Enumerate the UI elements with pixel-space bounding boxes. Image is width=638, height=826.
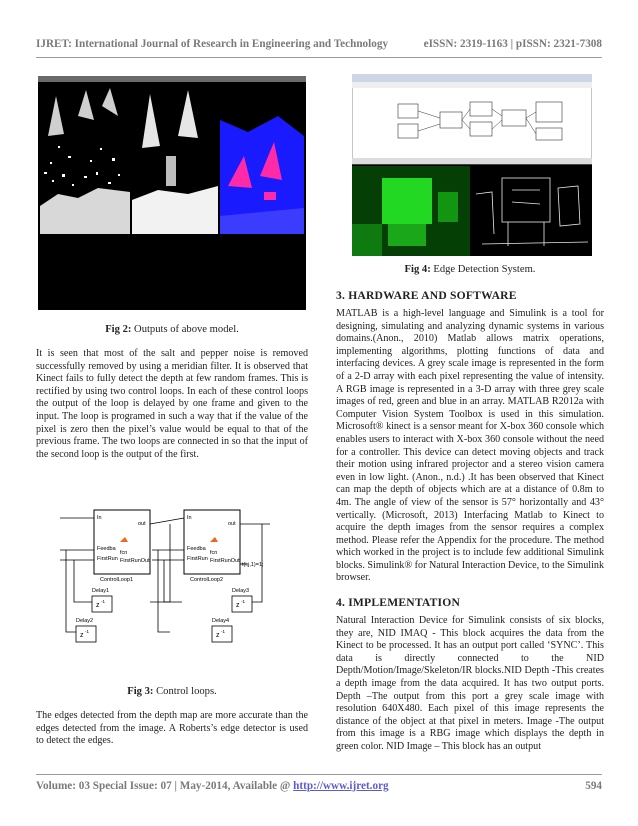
fig2-caption	[36, 324, 308, 335]
loop2-feedback-port: Feedba	[187, 546, 206, 552]
loop1-fcn: fcn	[120, 550, 128, 556]
delay2-exp: -1	[85, 629, 90, 634]
loop1-label: ControlLoop1	[100, 577, 134, 583]
fig3-caption	[36, 686, 308, 697]
delay3-z: z	[236, 602, 240, 609]
fig2-panel-overlay	[220, 84, 304, 234]
fig2-image	[38, 76, 306, 310]
loop1-feedback-port: Feedba	[97, 546, 116, 552]
fig4-image	[352, 74, 592, 256]
loop2-firstrunout-port: FirstRunOut	[210, 558, 240, 564]
fig3-control-loops-graphic	[40, 506, 304, 664]
fig4-edges	[472, 166, 592, 256]
footer-volume-text: Volume: 03 Special Issue: 07 | May-2014, Available @	[36, 780, 294, 792]
delay4-exp: -1	[221, 629, 226, 634]
delay1-z: z	[96, 602, 100, 609]
fig4-caption	[336, 264, 604, 275]
issn: eISSN: 2319-1163 | pISSN: 2321-7308	[423, 38, 602, 50]
delay4-z: z	[216, 632, 220, 639]
running-header	[36, 38, 602, 50]
delay1-label: Delay1	[92, 588, 110, 594]
journal-title: IJRET: International Journal of Research in Engineering and Technology	[36, 38, 389, 50]
journal-link[interactable]: http://www.ijret.org	[293, 780, 389, 792]
loop1-out-port: out	[138, 521, 146, 527]
fig3-diagram	[40, 506, 304, 664]
loop1-firstrunout-port: FirstRunOut	[120, 558, 150, 564]
fig2-caption-label: Fig 2:	[105, 324, 132, 335]
loop2-firstrun-port: FirstRun	[187, 556, 208, 562]
delay2-z: z	[80, 632, 84, 639]
fig2-caption-text: Outputs of above model.	[131, 324, 239, 335]
section-3-paragraph: MATLAB is a high-level language and Simulink is a tool for designing, simulating and analyzing dynamic systems in various domains.(Anon., 2010) Matlab allows matrix operations, implementing algorithms, plotting functions of data and interfacing devices. A grey scale image is represented in the form of a 2-D array with each pixel representing the value of intensity. A RGB image is represented in a 3-D array with three grey scale images of red, green and blue in an array. MATLAB R2012a with Computer Vision System Toolbox is used in this simulation. Microsoft® kinect is a sensor meant for X-box 360 console which enables users to interact with X-box 360 console without the need for a controller. This device can detect moving objects and track their motion using infrared projector and a stereo vision camera even in low light. (Anon., n.d.) .It has been observed that Kinect can map the depth of objects which are at a distance of 0.8m to 4m. The angle of view of the sensor is 57° horizontally and 43° vertically. (Microsoft, 2013) Interfacing Matlab to Kinect to acquire the depth images from the sensor requires a complex method. Please refer the Appendix for the procedure. The method which worked in the project is to include few additional Simulink blocks. Simulink® for Natural Interaction Device, to the Simulink browser.	[336, 308, 604, 584]
fig2-panel-filtered	[132, 84, 218, 234]
loop2-out-port: out	[228, 521, 236, 527]
loop1-in-port: In	[97, 515, 102, 521]
footer-volume	[36, 780, 389, 792]
section-4-heading: 4. IMPLEMENTATION	[336, 596, 461, 609]
left-paragraph-1: It is seen that most of the salt and pepper noise is removed successfully removed by using a meridian filter. It is observed that Kinect fails to fully detect the depth at few random frames. This is rectified by using two control loops. In each of these control loops the output of the loop is delayed by one frame and given to the input. The loop is programed in such a way that if the value of the pixel is zero then the pixel’s value would be equal to that of the previous frame. The two loops are connected in so that the input of the second loop is the output of the first.	[36, 348, 308, 460]
header-rule	[36, 57, 602, 58]
left-paragraph-2: The edges detected from the depth map are more accurate than the edges detected from the image. A Roberts’s edge detector is used to detect the edges.	[36, 710, 308, 747]
section-4-paragraph: Natural Interaction Device for Simulink consists of six blocks, they are, NID IMAQ - This block acquires the data from the Kinect to be processed. It has an output port called ‘SYNC’. This data is directly connected to the NID Depth/Motion/Image/Skeleton/IR blocks.NID Depth -This creates a depth image from the data acquired. It has two output ports. Depth –The output from this port a grey scale image with resolution 640X480. Each pixel of this image represents the distance of the object at that pixel in meters. Image -The output from this image is a RBG image which displays the depth in green color. NID Image – This block has an output	[336, 615, 604, 752]
loop1-firstrun-port: FirstRun	[97, 556, 118, 562]
fig4-caption-label: Fig 4:	[404, 264, 431, 275]
delay3-exp: -1	[241, 599, 246, 604]
fig4-caption-text: Edge Detection System.	[430, 264, 536, 275]
delay3-label: Delay3	[232, 588, 250, 594]
running-footer	[36, 780, 602, 792]
fig3-caption-label: Fig 3:	[127, 686, 154, 697]
loop2-dtf-text: t(i,j,1)=1;	[242, 562, 264, 568]
delay2-label: Delay2	[76, 618, 94, 624]
fig4-depth-green	[352, 166, 470, 256]
delay1-exp: -1	[101, 599, 106, 604]
fig3-caption-text: Control loops.	[153, 686, 217, 697]
section-3-heading: 3. HARDWARE AND SOFTWARE	[336, 289, 517, 302]
page-number: 594	[585, 780, 602, 792]
fig4-edge-detection-graphic	[352, 74, 592, 256]
delay4-label: Delay4	[212, 618, 230, 624]
fig2-outputs-graphic	[38, 76, 306, 310]
loop2-fcn: fcn	[210, 550, 218, 556]
footer-rule	[36, 774, 602, 775]
fig2-panel-noisy	[40, 84, 130, 234]
loop2-in-port: In	[187, 515, 192, 521]
loop2-label: ControlLoop2	[190, 577, 224, 583]
